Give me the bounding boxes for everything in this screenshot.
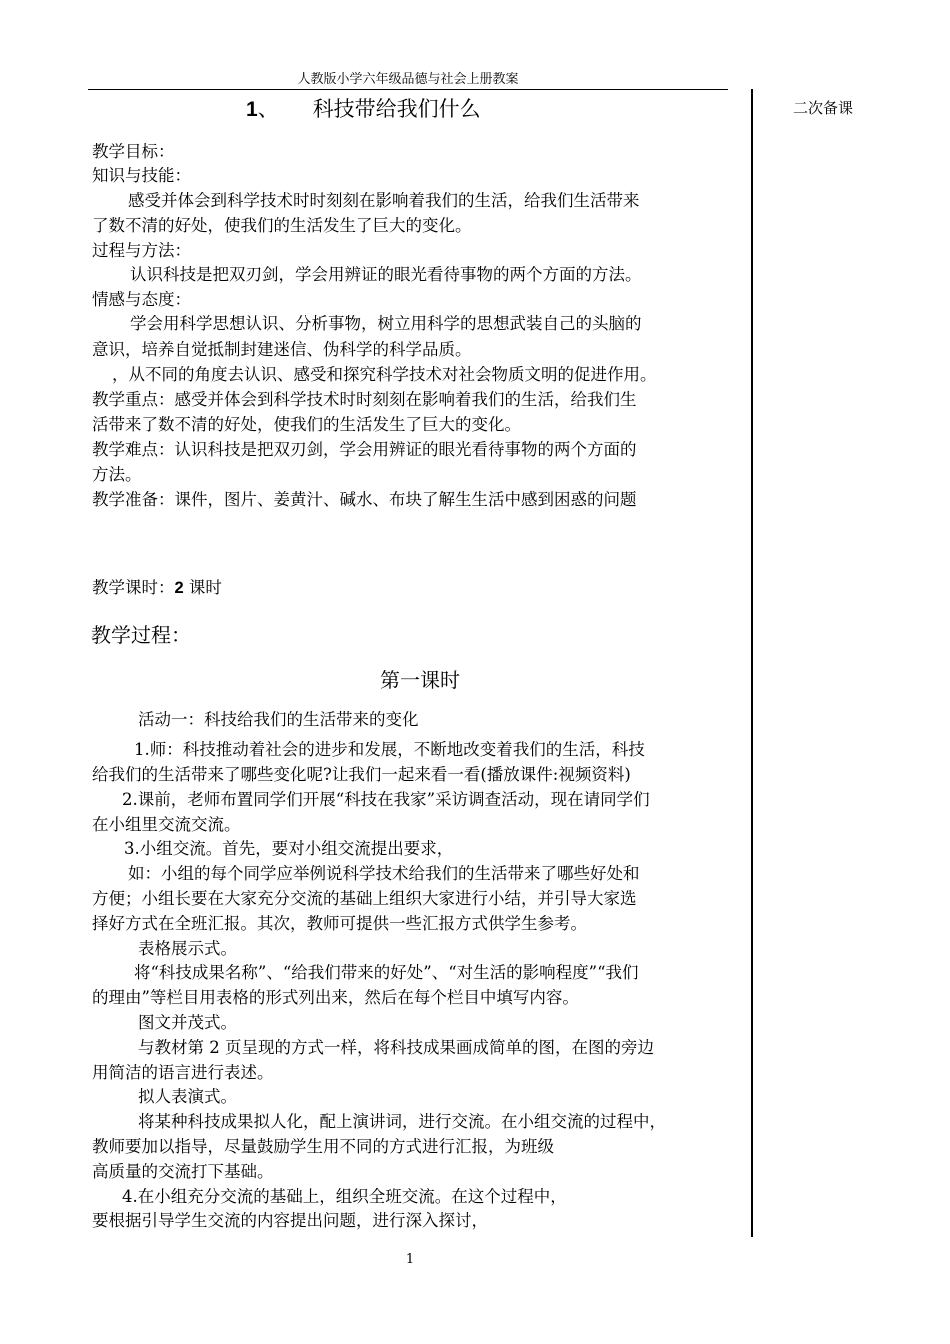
objectives-heading: 教学目标： <box>92 142 175 161</box>
lesson-title-text: 科技带给我们什么 <box>312 97 481 121</box>
emotion-heading: 情感与态度： <box>92 290 191 309</box>
method-acting-line-3: 高质量的交流打下基础。 <box>92 1162 274 1181</box>
method-acting-line-1: 将某种科技成果拟人化，配上演讲词，进行交流。在小组交流的过程中， <box>138 1112 666 1131</box>
para-2-line-2: 在小组里交流交流。 <box>92 815 241 834</box>
emotion-text-2: 意识，培养自觉抵制封建迷信、伪科学的科学品质。 <box>92 340 472 359</box>
emotion-text-3: ，从不同的角度去认识、感受和探究科学技术对社会物质文明的促进作用。 <box>112 365 657 384</box>
column-divider <box>751 89 753 1237</box>
emotion-text-1: 学会用科学思想认识、分析事物，树立用科学的思想武装自己的头脑的 <box>130 314 642 333</box>
process-main-heading: 教学过程： <box>91 623 191 647</box>
hours-value: 2 <box>174 579 184 597</box>
process-text-1: 认识科技是把双刃剑，学会用辨证的眼光看待事物的两个方面的方法。 <box>130 265 642 284</box>
teaching-hours <box>92 577 222 599</box>
method-picture-line-2: 用简洁的语言进行表述。 <box>92 1063 274 1082</box>
lesson-number: 1 <box>246 98 258 121</box>
focus-text-1: 教学重点：感受并体会到科学技术时时刻刻在影响着我们的生活，给我们生 <box>92 390 637 409</box>
method-picture-line-1: 与教材第 2 页呈现的方式一样，将科技成果画成简单的图，在图的旁边 <box>138 1038 654 1057</box>
page-header: 人教版小学六年级品德与社会上册教案 <box>297 72 519 87</box>
side-note-second-prep: 二次备课 <box>793 99 854 117</box>
para-1-line-1: 1.师：科技推动着社会的进步和发展，不断地改变着我们的生活，科技 <box>134 740 645 759</box>
para-1-line-2: 给我们的生活带来了哪些变化呢?让我们一起来看一看(播放课件:视频资料) <box>92 765 631 784</box>
para-5-line-1: 4.在小组充分交流的基础上，组织全班交流。在这个过程中， <box>122 1187 567 1206</box>
para-2-line-1: 2.课前，老师布置同学们开展“科技在我家”采访调查活动，现在请同学们 <box>122 790 650 809</box>
hours-unit: 课时 <box>183 578 222 597</box>
method-table-title: 表格展示式。 <box>138 939 237 958</box>
knowledge-heading: 知识与技能： <box>92 166 191 185</box>
activity-one-heading: 活动一：科技给我们的生活带来的变化 <box>138 710 419 729</box>
page-number: 1 <box>405 1252 415 1267</box>
method-acting-title: 拟人表演式。 <box>138 1087 237 1106</box>
process-heading: 过程与方法： <box>92 241 191 260</box>
knowledge-text-2: 了数不清的好处，使我们的生活发生了巨大的变化。 <box>92 216 472 235</box>
para-5-line-2: 要根据引导学生交流的内容提出问题，进行深入探讨， <box>92 1211 488 1230</box>
method-picture-title: 图文并茂式。 <box>138 1013 237 1032</box>
para-4-line-1: 如：小组的每个同学应举例说科学技术给我们的生活带来了哪些好处和 <box>128 864 640 883</box>
difficulty-text-1: 教学难点：认识科技是把双刃剑，学会用辨证的眼光看待事物的两个方面的 <box>92 440 637 459</box>
method-table-line-2: 的理由”等栏目用表格的形式列出来，然后在每个栏目中填写内容。 <box>92 988 579 1007</box>
difficulty-text-2: 方法。 <box>92 465 142 484</box>
lesson-number-sep: 、 <box>257 97 279 121</box>
para-3-line-1: 3.小组交流。首先，要对小组交流提出要求， <box>124 839 454 858</box>
method-table-line-1: 将“科技成果名称”、“给我们带来的好处”、“对生活的影响程度”“我们 <box>134 963 639 982</box>
para-4-line-2: 方便；小组长要在大家充分交流的基础上组织大家进行小结，并引导大家选 <box>92 889 637 908</box>
focus-text-2: 活带来了数不清的好处，使我们的生活发生了巨大的变化。 <box>92 415 521 434</box>
header-rule <box>88 89 728 90</box>
lesson-title <box>246 96 481 123</box>
para-4-line-3: 择好方式在全班汇报。其次，教师可提供一些汇报方式供学生参考。 <box>92 914 587 933</box>
lesson-one-title: 第一课时 <box>380 668 460 692</box>
method-acting-line-2: 教师要加以指导，尽量鼓励学生用不同的方式进行汇报，为班级 <box>92 1137 554 1156</box>
hours-label: 教学课时： <box>92 578 175 597</box>
knowledge-text-1: 感受并体会到科学技术时时刻刻在影响着我们的生活，给我们生活带来 <box>128 191 640 210</box>
prep-text-1: 教学准备：课件，图片、姜黄汁、碱水、布块了解生生活中感到困惑的问题 <box>92 490 637 509</box>
